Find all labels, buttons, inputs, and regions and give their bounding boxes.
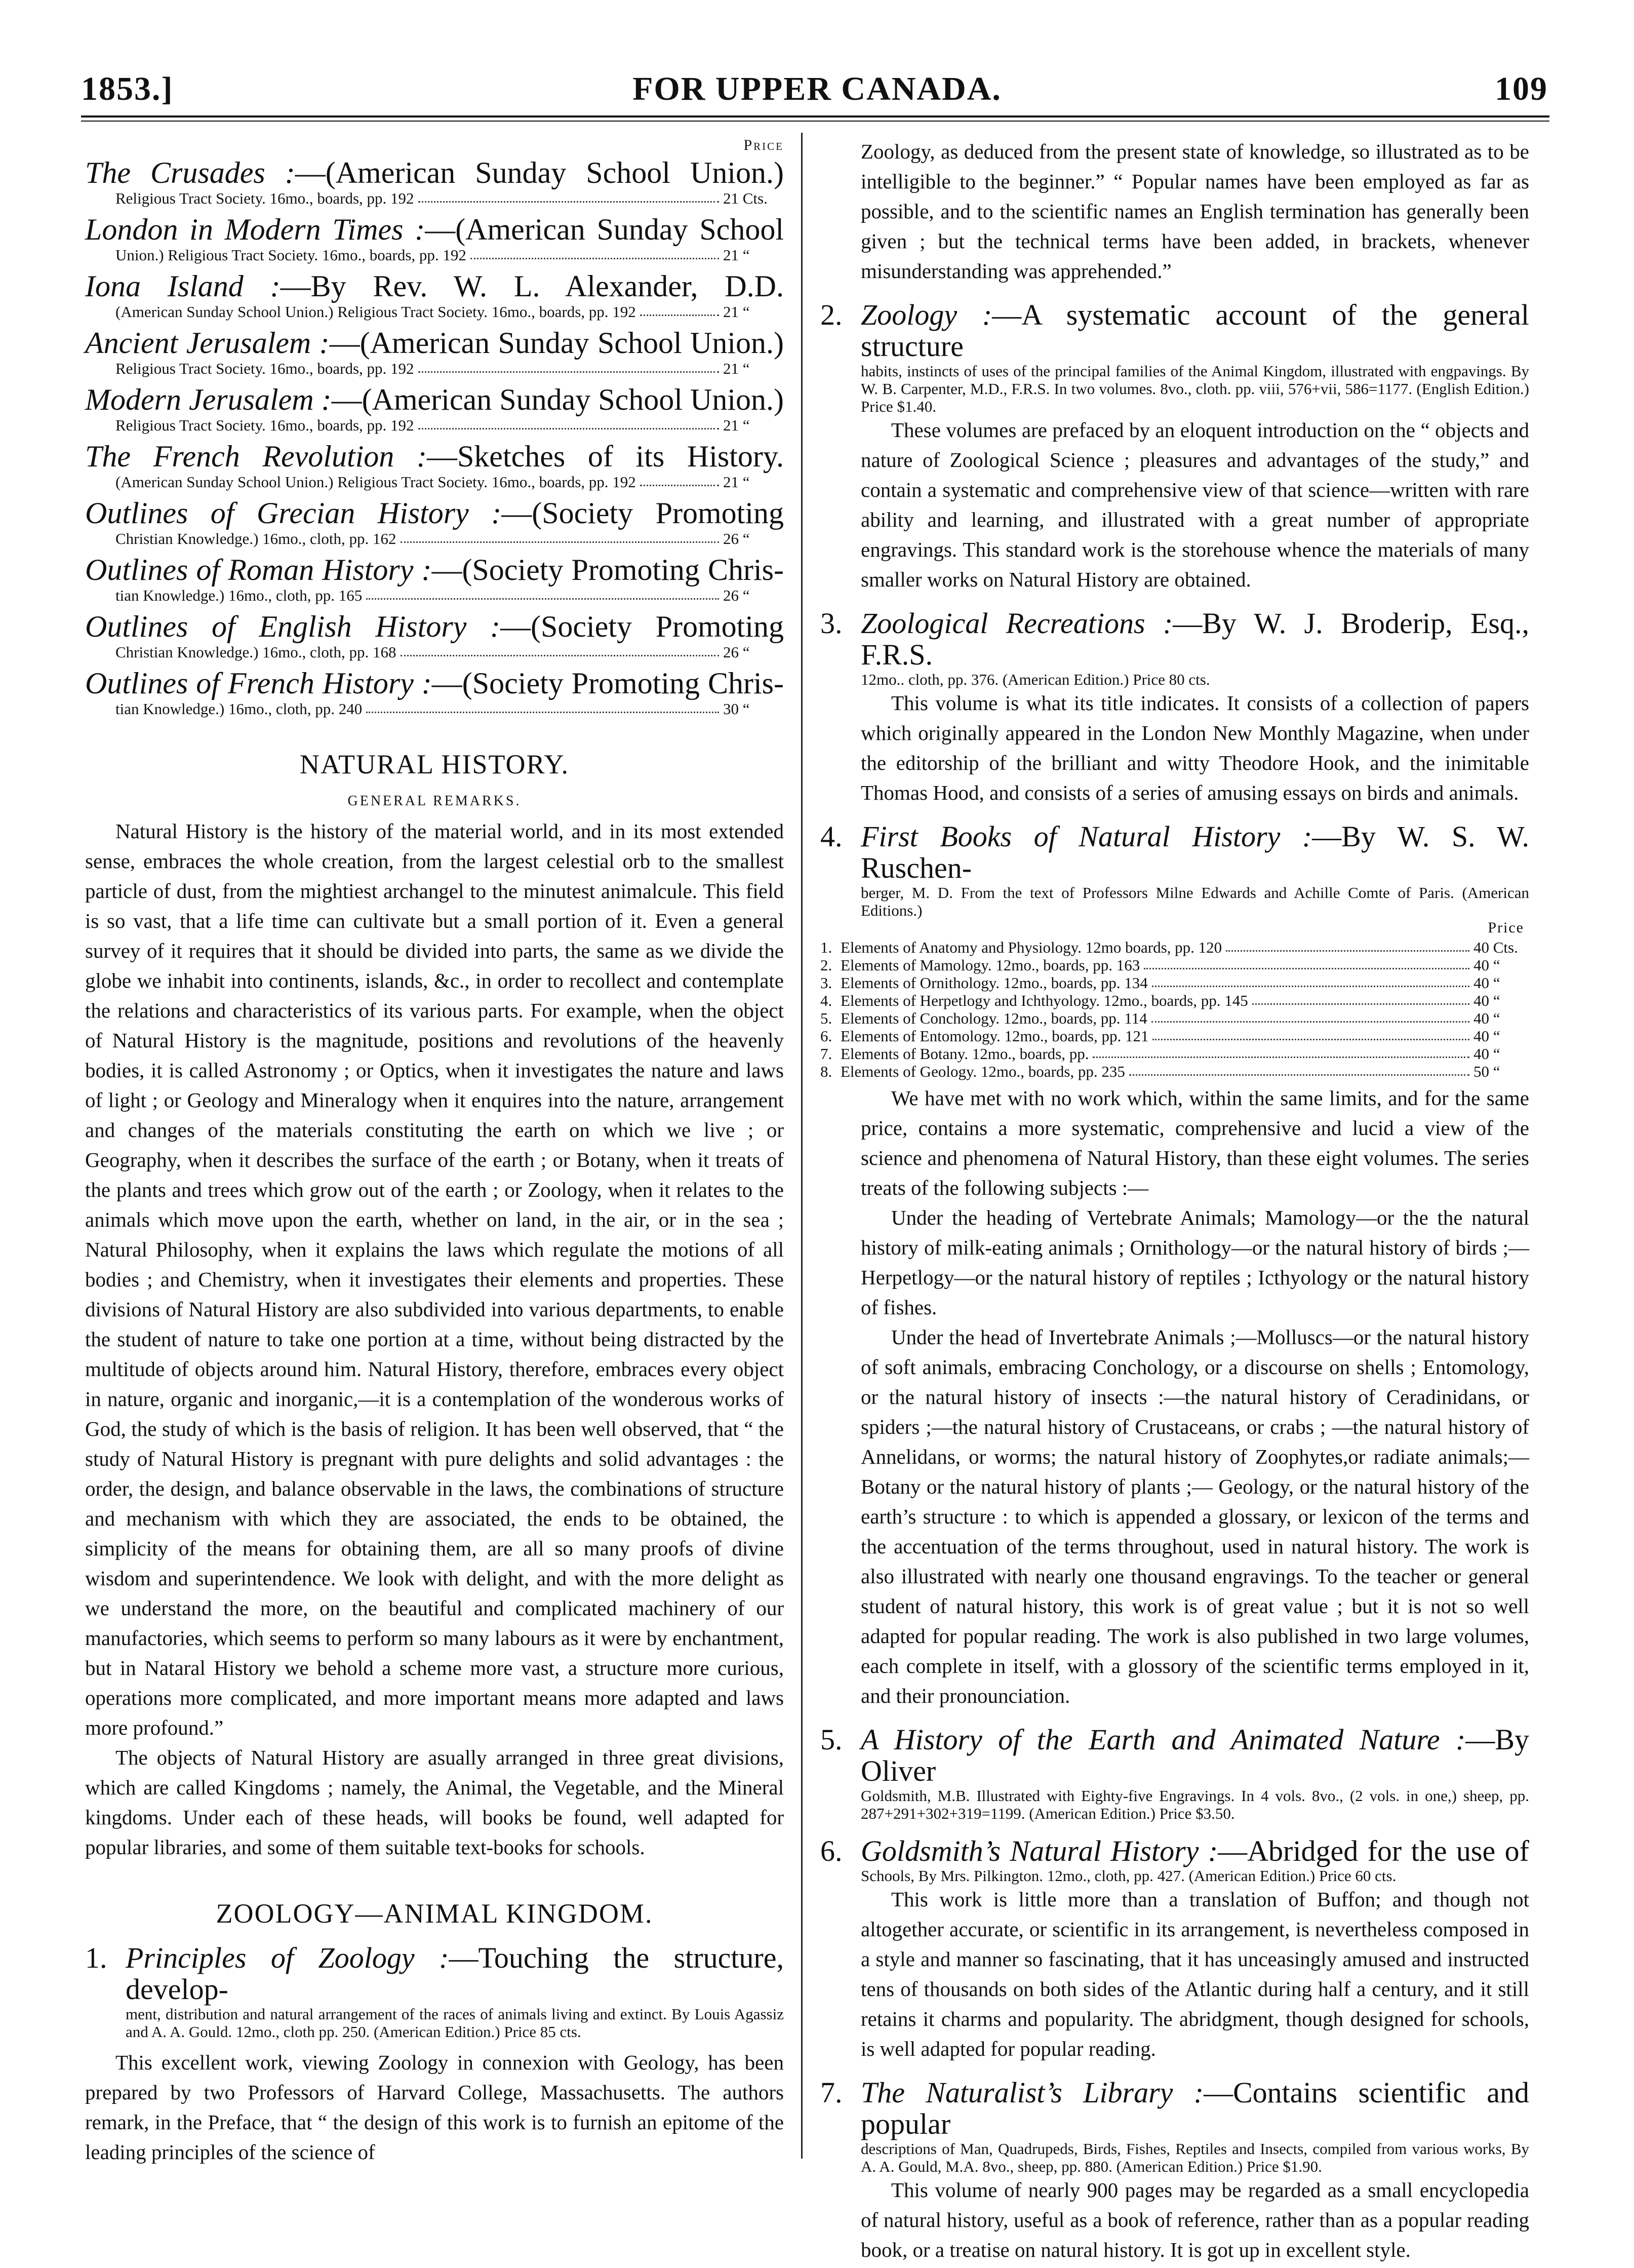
row-number: 5.	[820, 1009, 832, 1027]
book-title: Ancient Jerusalem :	[85, 326, 330, 360]
book-detail-line	[85, 473, 784, 491]
row-title: Elements of Conchology. 12mo., boards, pp. 114	[841, 1009, 1147, 1027]
entry-detail: 12mo.. cloth, pp. 376. (American Edition.) Price 80 cts.	[861, 671, 1210, 688]
row-price: 40 Cts.	[1473, 939, 1518, 956]
book-price: 21 “	[723, 303, 750, 321]
row-price: 40 “	[1473, 974, 1500, 992]
row-title: Elements of Ornithology. 12mo., boards, pp. 134	[841, 974, 1148, 992]
book-detail: (American Sunday School Union.) Religious Tract Society. 16mo., boards, pp. 192	[115, 473, 636, 491]
book-detail-line	[85, 643, 784, 661]
entry-title: The Naturalist’s Library :	[861, 2076, 1204, 2109]
entry-number: 4.	[820, 820, 843, 853]
book-detail: tian Knowledge.) 16mo., cloth, pp. 240	[115, 700, 363, 718]
book-title: The French Revolution :	[85, 440, 427, 473]
elements-table-row	[820, 1063, 1529, 1080]
entry-paragraph-3: Under the head of Invertebrate Animals ;—Molluscs—or the natural history of soft animals, embracing Conchology, or a discourse on shells ; Entomology, or the natural history of insects :—the natural history of Ceradinidans, or spiders ;—the natural history of Crustaceans, or crabs ; —the natural history of Annelidans, or worms; the natural history of Zoophytes,or radiate animals;—Botany or the natural history of plants ;— Geology, or the natural history of the earth’s structure : to which is appended a glossary, or lexicon of the terms and the accentuation of the terms throughout, used in natural history. The work is also illustrated with nearly one thousand engravings. To the teacher or general student of natural history, this work is of great value ; but it is not so well adapted for popular reading. The work is also published in two large volumes, each complete in itself, with a glossory of the scientific terms employed in it, and their pronounciation.	[861, 1325, 1529, 1707]
dot-leader	[1093, 1057, 1469, 1058]
zoology-entry-5	[820, 1724, 1529, 1822]
elements-table-row	[820, 974, 1529, 992]
book-price: 30 “	[723, 700, 750, 718]
entry-title: A History of the Earth and Animated Nature :	[861, 1723, 1466, 1756]
natural-history-paragraph-1: Natural History is the history of the material world, and in its most extended sense, embraces the whole creation, from the largest celestial orb to the smallest particle of dust, from the mightiest archangel to the minutest animalcule. This field is so vast, that a life time can cultivate but a small portion of it. Even a general survey of it requires that it should be divided into parts, the same as we divide the globe we inhabit into continents, islands, &c., in order to recollect and contemplate the relations and characteristics of its various parts. For example, when the object of Natural History is the magnitude, positions and revolutions of the heavenly bodies, it is called Astronomy ; or Optics, when it investigates the nature and laws of light ; or Geology and Mineralogy when it enquires into the nature, arrangement and changes of the materials constituting the earth on which we live ; or Geography, when it describes the surface of the earth ; or Botany, when it treats of the plants and trees which grow out of the earth ; or Zoology, when it relates to the animals which move upon the earth, whether on land, in the air, or in the sea ; Natural Philosophy, when it explains the laws which regulate the motions of all bodies ; and Chemistry, when it investigates their elements and properties. These divisions of Natural History are also subdivided into various departments, to enable the student of nature to take one portion at a time, without being distracted by the multitude of objects around him. Natural History, therefore, embraces every object in nature, organic and inorganic,—it is a contemplation of the wonderous works of God, the study of which is the basis of religion. It has been well observed, that “ the study of Natural History is pregnant with pure delights and solid advantages : the order, the design, and balance observable in the laws, the combinations of structure and mechanism with which they are associated, the ends to be obtained, the simplicity of the means for obtaining them, are all so many proofs of divine wisdom and superintendence. We look with delight, and with the more delight as we understand the more, on the beautiful and complicated machinery of our manufactories, which seems to perform so many labours as it were by enchantment, but in Nataral History we behold a scheme more vast, a structure more curious, operations more complicated, and more important means more adapted and laws more profound.”	[85, 819, 784, 1739]
book-title-line	[85, 213, 784, 246]
book-title-rest: —(Society Promoting Chris-	[431, 667, 784, 700]
row-price: 50 “	[1473, 1063, 1500, 1080]
book-title-line	[85, 269, 784, 303]
dot-leader	[401, 655, 720, 656]
book-entry	[85, 156, 784, 208]
entry-detail: Goldsmith, M.B. Illustrated with Eighty-five Engravings. In 4 vols. 8vo., (2 vols. in one,) sheep, pp. 287+291+302+319=1199. (American Edition.) Price $3.50.	[861, 1787, 1529, 1822]
book-title-rest: —(American Sunday School	[425, 213, 784, 246]
dot-leader	[418, 428, 719, 429]
book-title-line	[85, 553, 784, 586]
book-detail: Christian Knowledge.) 16mo., cloth, pp. 162	[115, 530, 396, 548]
row-number: 2.	[820, 956, 832, 974]
dot-leader	[640, 315, 719, 316]
dot-leader	[1129, 1074, 1469, 1076]
entry-number: 3.	[820, 607, 843, 640]
book-title-rest: —(Society Promoting	[500, 610, 784, 643]
dot-leader	[1226, 950, 1469, 952]
running-head-title: FOR UPPER CANADA.	[632, 70, 1002, 107]
natural-history-paragraph-2: The objects of Natural History are asually arranged in three great divisions, which are called Kingdoms ; namely, the Animal, the Vegetable, and the Mineral kingdoms. Under each of these heads, will books be found, well adapted for popular libraries, and some of them suitable text-books for schools.	[85, 1746, 784, 1859]
entry-title: Principles of Zoology :	[126, 1941, 449, 1974]
book-detail-line	[85, 416, 784, 435]
row-number: 3.	[820, 974, 832, 992]
price-heading: Price	[743, 137, 784, 153]
row-price: 40 “	[1473, 1009, 1500, 1027]
page-number: 109	[1495, 70, 1548, 107]
entry-title-rest: —Abridged for the use of	[1218, 1834, 1529, 1867]
book-title-line	[85, 496, 784, 530]
book-price: 26 “	[723, 530, 750, 548]
book-title: Outlines of Grecian History :	[85, 496, 502, 530]
natural-history-heading: NATURAL HISTORY.	[299, 749, 570, 779]
dot-leader	[470, 258, 719, 259]
book-entry	[85, 610, 784, 661]
zoology-entry-6	[820, 1835, 1529, 2064]
right-column	[820, 137, 1529, 2268]
book-title-line	[85, 667, 784, 700]
book-entry	[85, 213, 784, 264]
entry-title-rest: —Touching the structure, develop-	[126, 1941, 784, 2006]
entry-detail: habits, instincts of uses of the principal families of the Animal Kingdom, illustrated with engpavings. By W. B. Carpenter, M.D., F.R.S. In two volumes. 8vo., cloth. pp. viii, 576+vii, 586=1177. (English Edition.) Price $1.40.	[861, 362, 1529, 415]
book-detail: Union.) Religious Tract Society. 16mo., boards, pp. 192	[115, 246, 466, 264]
entry-paragraph-1: We have met with no work which, within the same limits, and for the same price, contains a more systematic, comprehensive and lucid a view of the science and phenomena of Natural History, than these eight volumes. The series treats of the following subjects :—	[861, 1086, 1529, 1199]
row-price: 40 “	[1473, 956, 1500, 974]
continued-paragraph: Zoology, as deduced from the present state of knowledge, so illustrated as to be intelligible to the beginner.” “ Popular names have been employed as far as possible, and to the scientific names an English termination has generally been given ; but the technical terms have been added, in brackets, whenever misunderstanding was apprehended.”	[861, 140, 1529, 283]
book-title-rest: —(American Sunday School Union.)	[331, 383, 784, 416]
row-number: 1.	[820, 939, 832, 956]
book-price: 21 Cts.	[723, 189, 768, 207]
book-detail-line	[85, 530, 784, 548]
book-title-rest: —(Society Promoting	[501, 496, 784, 530]
book-title: London in Modern Times :	[85, 213, 425, 246]
book-entry	[85, 383, 784, 435]
entry-paragraph: This work is little more than a translation of Buffon; and though not altogether accurate, or scientific in its arrangement, is nevertheless composed in a style and manner so fascinating, that it has unceasingly amused and instructed tens of thousands on both sides of the Atlantic during half a century, and it still retains it charms and popularity. The abridgment, though designed for schools, is well adapted for popular reading.	[861, 1888, 1529, 2060]
entry-title: Goldsmith’s Natural History :	[861, 1834, 1218, 1867]
dot-leader	[1152, 1039, 1469, 1040]
elements-table-row	[820, 956, 1529, 974]
entry-number: 6.	[820, 1834, 843, 1867]
book-detail: Religious Tract Society. 16mo., boards, pp. 192	[115, 360, 414, 377]
elements-table-row	[820, 939, 1529, 956]
book-title: Iona Island :	[85, 269, 281, 303]
dot-leader	[640, 485, 719, 486]
row-title: Elements of Mamology. 12mo., boards, pp. 163	[841, 956, 1140, 974]
dot-leader	[1151, 1021, 1469, 1023]
book-title-rest: —By Rev. W. L. Alexander, D.D.	[280, 269, 784, 303]
book-detail-line	[85, 360, 784, 378]
book-title-line	[85, 156, 784, 189]
zoology-heading: ZOOLOGY—ANIMAL KINGDOM.	[216, 1898, 653, 1929]
book-detail-line	[85, 303, 784, 321]
entry-title-rest: —By W. S. W. Ruschen-	[861, 820, 1529, 884]
book-title: Outlines of French History :	[85, 667, 432, 700]
book-price: 21 “	[723, 473, 750, 491]
book-title: Outlines of English History :	[85, 610, 501, 643]
column-divider	[801, 133, 803, 2159]
zoology-entry-1	[85, 1942, 784, 2167]
entry-number: 2.	[820, 298, 843, 331]
entry-number: 7.	[820, 2076, 843, 2109]
entry-title: Zoology :	[861, 298, 992, 331]
book-entry	[85, 496, 784, 548]
book-title-rest: —(American Sunday School Union.)	[329, 326, 784, 360]
book-detail-line	[85, 246, 784, 264]
book-detail: Religious Tract Society. 16mo., boards, pp. 192	[115, 416, 414, 434]
running-head-date: 1853.]	[81, 70, 174, 107]
book-detail-line	[85, 700, 784, 718]
row-title: Elements of Entomology. 12mo., boards, pp. 121	[841, 1027, 1149, 1045]
elements-table-row	[820, 992, 1529, 1009]
row-price: 40 “	[1473, 1027, 1500, 1045]
book-title-line	[85, 610, 784, 643]
dot-leader	[366, 712, 719, 713]
book-detail-line	[85, 586, 784, 605]
book-price: 21 “	[723, 416, 750, 434]
book-detail: tian Knowledge.) 16mo., cloth, pp. 165	[115, 586, 363, 604]
zoology-entry-4	[820, 821, 1529, 1711]
book-entry	[85, 440, 784, 491]
zoology-entry-3	[820, 608, 1529, 808]
book-title-line	[85, 440, 784, 473]
entry-paragraph-2: Under the heading of Vertebrate Animals; Mamology—or the the natural history of milk-eating animals ; Ornithology—or the natural history of birds ;—Herpetlogy—or the natural history of reptiles ; Icthyology or the natural history of fishes.	[861, 1206, 1529, 1319]
book-title: Modern Jerusalem :	[85, 383, 332, 416]
header-rule-top	[81, 115, 1549, 118]
row-title: Elements of Herpetlogy and Ichthyology. 12mo., boards, pp. 145	[841, 992, 1248, 1009]
elements-table-row	[820, 1045, 1529, 1063]
entry-detail: berger, M. D. From the text of Professors Milne Edwards and Achille Comte of Paris. (American Editions.)	[861, 884, 1529, 919]
book-entry	[85, 667, 784, 718]
entry-title-rest: —By W. J. Broderip, Esq., F.R.S.	[861, 607, 1529, 671]
dot-leader	[1152, 986, 1469, 987]
row-number: 8.	[820, 1063, 832, 1080]
book-entry	[85, 326, 784, 378]
entry-title-rest: —A systematic account of the general structure	[861, 298, 1529, 363]
row-title: Elements of Geology. 12mo., boards, pp. 235	[841, 1063, 1125, 1080]
dot-leader	[418, 201, 719, 203]
book-detail-line	[85, 189, 784, 208]
table-price-heading: Price	[1488, 919, 1524, 936]
entry-detail: Schools, By Mrs. Pilkington. 12mo., cloth, pp. 427. (American Edition.) Price 60 cts.	[861, 1867, 1397, 1885]
row-title: Elements of Botany. 12mo., boards, pp.	[841, 1045, 1089, 1063]
dot-leader	[1144, 968, 1469, 969]
elements-table	[820, 939, 1529, 1080]
book-price: 26 “	[723, 643, 750, 661]
dot-leader	[1252, 1003, 1469, 1005]
row-number: 7.	[820, 1045, 832, 1063]
book-price: 21 “	[723, 360, 750, 377]
book-entry	[85, 553, 784, 605]
entry-paragraph: This volume of nearly 900 pages may be regarded as a small encyclopedia of natural history, useful as a book of reference, rather than as a popular reading book, or a treatise on natural history. It is got up in excellent style.	[861, 2178, 1529, 2261]
dot-leader	[401, 541, 720, 543]
elements-table-row	[820, 1009, 1529, 1027]
dot-leader	[418, 371, 719, 373]
header-rule-bottom	[81, 121, 1549, 122]
book-title-line	[85, 383, 784, 416]
book-title-rest: —(American Sunday School Union.)	[295, 156, 784, 189]
zoology-entry-2	[820, 299, 1529, 595]
entry-title-rest: —By Oliver	[861, 1723, 1529, 1787]
book-list	[85, 156, 784, 718]
book-title: Outlines of Roman History :	[85, 553, 432, 586]
book-detail: Religious Tract Society. 16mo., boards, pp. 192	[115, 189, 414, 207]
book-title-line	[85, 326, 784, 360]
book-title-rest: —(Society Promoting Chris-	[431, 553, 784, 586]
entry-detail: descriptions of Man, Quadrupeds, Birds, Fishes, Reptiles and Insects, compiled from various works, By A. A. Gould, M.A. 8vo., sheep, pp. 880. (American Edition.) Price $1.90.	[861, 2140, 1529, 2175]
row-title: Elements of Anatomy and Physiology. 12mo boards, pp. 120	[841, 939, 1222, 956]
book-title-rest: —Sketches of its History.	[426, 440, 784, 473]
entry-title-rest: —Contains scientific and popular	[861, 2076, 1530, 2140]
row-price: 40 “	[1473, 992, 1500, 1009]
entry-paragraph: These volumes are prefaced by an eloquent introduction on the “ objects and nature of Zoological Science ; pleasures and advantages of the study,” and contain a systematic and comprehensive view of that science—written with rare ability and learning, and illustrated with a great number of appropriate engravings. This standard work is the storehouse whence the materials of many smaller works on Natural History are obtained.	[861, 418, 1529, 591]
entry-title: Zoological Recreations :	[861, 607, 1173, 640]
entry-title: First Books of Natural History :	[861, 820, 1312, 853]
entry-paragraph: This excellent work, viewing Zoology in connexion with Geology, has been prepared by two Professors of Harvard College, Massachusetts. The authors remark, in the Preface, that “ the design of this work is to furnish an epitome of the leading principles of the science of	[85, 2051, 784, 2164]
entry-paragraph: This volume is what its title indicates. It consists of a collection of papers which originally appeared in the London New Monthly Magazine, when under the editorship of the brilliant and witty Theodore Hook, and the inimitable Thomas Hood, and consists of a series of amusing essays on birds and animals.	[861, 691, 1529, 804]
row-price: 40 “	[1473, 1045, 1500, 1063]
general-remarks-heading: GENERAL REMARKS.	[347, 793, 522, 809]
zoology-entry-7	[820, 2077, 1529, 2265]
book-detail: Christian Knowledge.) 16mo., cloth, pp. 168	[115, 643, 396, 661]
book-price: 21 “	[723, 246, 750, 264]
entry-number: 5.	[820, 1723, 843, 1756]
elements-table-row	[820, 1027, 1529, 1045]
dot-leader	[366, 598, 719, 600]
left-column	[85, 137, 784, 2170]
entry-number: 1.	[85, 1941, 107, 1974]
row-number: 6.	[820, 1027, 832, 1045]
book-detail: (American Sunday School Union.) Religious Tract Society. 16mo., boards, pp. 192	[115, 303, 636, 321]
entry-detail: ment, distribution and natural arrangement of the races of animals living and extinct. By Louis Agassiz and A. A. Gould. 12mo., cloth pp. 250. (American Edition.) Price 85 cts.	[126, 2005, 784, 2041]
row-number: 4.	[820, 992, 832, 1009]
book-price: 26 “	[723, 586, 750, 604]
book-title: The Crusades :	[85, 156, 295, 189]
book-entry	[85, 269, 784, 321]
